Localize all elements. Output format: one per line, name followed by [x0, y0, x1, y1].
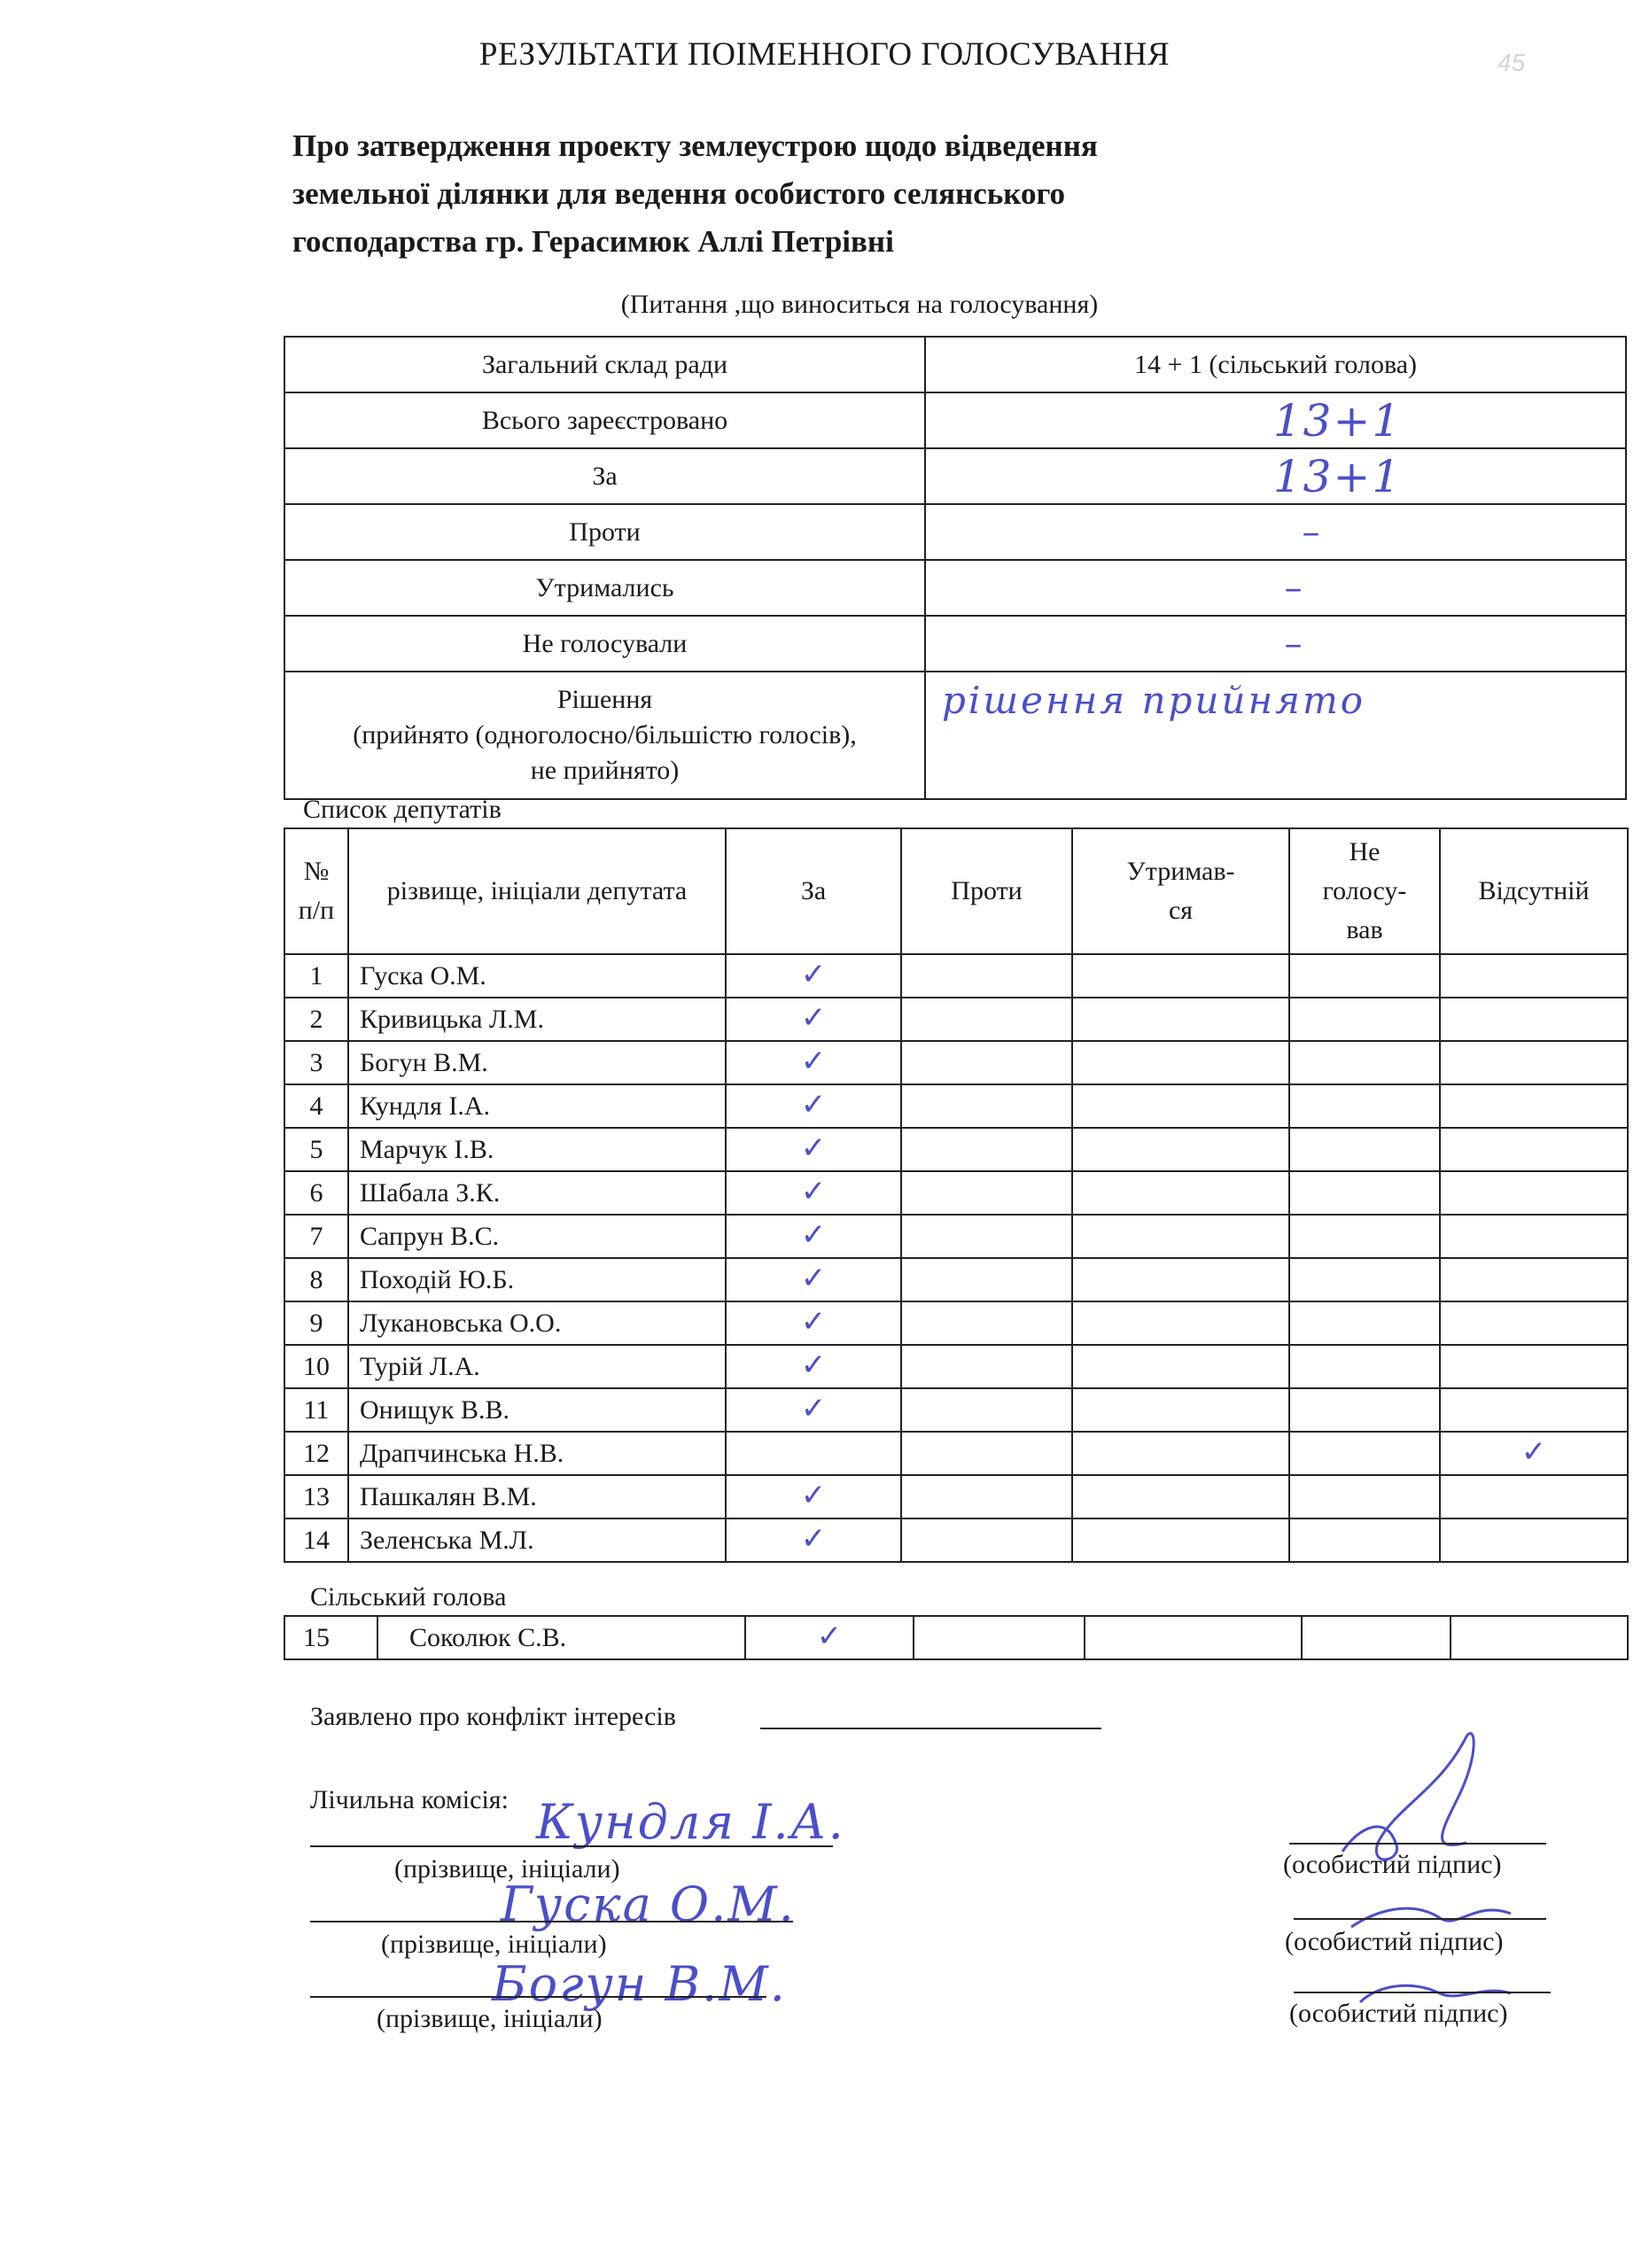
vote-absent — [1440, 1258, 1628, 1301]
deputies-table — [284, 827, 1629, 1563]
summary-row — [284, 392, 1626, 448]
signature-line — [1289, 1843, 1546, 1845]
counting-commission-label: Лічильна комісія: — [310, 1785, 509, 1814]
signature-line — [1294, 1918, 1546, 1920]
check-icon: ✓ — [800, 1390, 827, 1426]
column-header-absent: Відсутній — [1440, 828, 1628, 954]
vote-for — [726, 1171, 901, 1215]
deputy-name: Богун В.М. — [348, 1041, 726, 1084]
signature-line — [310, 1996, 766, 1998]
vote-against — [901, 1301, 1072, 1345]
vote-absent — [1440, 1301, 1628, 1345]
header-line: № — [303, 857, 330, 886]
header-line: Утримав- — [1126, 857, 1235, 886]
check-icon: ✓ — [800, 1130, 827, 1166]
signature-line — [310, 1845, 833, 1847]
deputy-name: Пашкалян В.М. — [348, 1475, 726, 1518]
row-number: 12 — [284, 1432, 348, 1475]
vote-for — [726, 1388, 901, 1432]
vote-for — [726, 1128, 901, 1171]
row-number: 2 — [284, 998, 348, 1041]
vote-for — [745, 1616, 914, 1659]
deputy-name: Сапрун В.С. — [348, 1215, 726, 1258]
header-line: Не — [1349, 837, 1381, 866]
decision-label — [284, 672, 925, 799]
vote-against — [901, 1215, 1072, 1258]
check-icon: ✓ — [816, 1618, 843, 1654]
handwritten-decision: рішення прийнято — [942, 679, 1366, 722]
summary-row — [284, 672, 1626, 799]
voting-subject — [292, 122, 1356, 266]
check-icon: ✓ — [800, 956, 827, 992]
column-header-number — [284, 828, 348, 954]
deputy-name: Шабала З.К. — [348, 1171, 726, 1215]
commission-name-handwritten: Кундля І.А. — [536, 1794, 845, 1850]
deputy-name: Кундля І.А. — [348, 1084, 726, 1128]
vote-not-voted — [1302, 1616, 1451, 1659]
vote-against — [901, 1388, 1072, 1432]
vote-against — [901, 1345, 1072, 1388]
row-number: 15 — [284, 1616, 377, 1659]
vote-absent — [1440, 1041, 1628, 1084]
vote-against — [901, 998, 1072, 1041]
vote-abstained — [1072, 954, 1289, 998]
vote-not-voted — [1289, 1301, 1440, 1345]
row-number: 8 — [284, 1258, 348, 1301]
subject-line: земельної ділянки для ведення особистого селянського — [292, 176, 1066, 211]
check-icon: ✓ — [800, 1086, 827, 1122]
vote-against — [914, 1616, 1085, 1659]
summary-row — [284, 448, 1626, 504]
decision-label-line: не прийнято) — [530, 756, 680, 785]
vote-absent — [1440, 1084, 1628, 1128]
deputy-name: Кривицька Л.М. — [348, 998, 726, 1041]
vote-not-voted — [1289, 1388, 1440, 1432]
table-row — [284, 1345, 1628, 1388]
vote-abstained — [1072, 1215, 1289, 1258]
header-line: голосу- — [1322, 876, 1407, 905]
signature-caption: (особистий підпис) — [1283, 1850, 1502, 1879]
vote-not-voted — [1289, 1041, 1440, 1084]
signature-line — [310, 1921, 793, 1922]
table-row — [284, 1215, 1628, 1258]
vote-absent — [1440, 1128, 1628, 1171]
handwritten-registered: 13+1 — [1272, 394, 1403, 447]
decision-label-line: (прийнято (одноголосно/більшістю голосів), — [353, 720, 857, 750]
header-line: п/п — [298, 896, 335, 925]
vote-for — [726, 1041, 901, 1084]
check-icon: ✓ — [800, 1520, 827, 1557]
signature-caption: (особистий підпис) — [1289, 1999, 1508, 2028]
row-number: 7 — [284, 1215, 348, 1258]
row-number: 14 — [284, 1518, 348, 1562]
abstained-label: Утримались — [284, 560, 925, 616]
total-value: 14 + 1 (сільський голова) — [925, 337, 1626, 392]
vote-for — [726, 1301, 901, 1345]
village-head-table — [284, 1615, 1629, 1660]
handwritten-abstained: – — [1284, 567, 1303, 609]
vote-abstained — [1072, 1128, 1289, 1171]
row-number: 1 — [284, 954, 348, 998]
deputy-name: Соколюк С.В. — [377, 1616, 745, 1659]
vote-not-voted — [1289, 1432, 1440, 1475]
vote-against — [901, 1041, 1072, 1084]
vote-abstained — [1072, 1518, 1289, 1562]
check-icon: ✓ — [800, 999, 827, 1036]
signature-caption: (особистий підпис) — [1285, 1927, 1504, 1956]
for-label: За — [284, 448, 925, 504]
vote-for — [726, 998, 901, 1041]
check-icon: ✓ — [800, 1477, 827, 1513]
row-number: 9 — [284, 1301, 348, 1345]
table-row — [284, 954, 1628, 998]
table-row — [284, 1475, 1628, 1518]
vote-against — [901, 1475, 1072, 1518]
vote-not-voted — [1289, 1171, 1440, 1215]
name-caption: (прізвище, ініціали) — [394, 1854, 620, 1884]
name-caption: (прізвище, ініціали) — [381, 1930, 607, 1959]
vote-abstained — [1085, 1616, 1302, 1659]
table-row — [284, 1171, 1628, 1215]
vote-for — [726, 1432, 901, 1475]
subject-line: Про затвердження проекту землеустрою щодо відведення — [292, 128, 1098, 163]
table-row — [284, 998, 1628, 1041]
vote-against — [901, 1171, 1072, 1215]
vote-abstained — [1072, 1041, 1289, 1084]
abstained-value — [925, 560, 1626, 616]
vote-absent — [1440, 954, 1628, 998]
check-icon: ✓ — [800, 1303, 827, 1340]
registered-label: Всього зареєстровано — [284, 392, 925, 448]
table-row — [284, 1041, 1628, 1084]
registered-value — [925, 392, 1626, 448]
summary-table — [284, 336, 1627, 800]
check-icon: ✓ — [800, 1260, 827, 1296]
commission-name-handwritten: Богун В.М. — [492, 1956, 787, 2012]
total-label: Загальний склад ради — [284, 337, 925, 392]
column-header-abstained — [1072, 828, 1289, 954]
handwritten-not-voted: – — [1284, 623, 1303, 664]
column-header-not-voted — [1289, 828, 1440, 954]
vote-absent — [1451, 1616, 1628, 1659]
vote-not-voted — [1289, 998, 1440, 1041]
summary-row — [284, 560, 1626, 616]
header-line: вав — [1346, 915, 1383, 944]
deputy-name: Гуска О.М. — [348, 954, 726, 998]
check-icon: ✓ — [1521, 1433, 1547, 1470]
row-number: 3 — [284, 1041, 348, 1084]
summary-row — [284, 337, 1626, 392]
vote-against — [901, 1518, 1072, 1562]
vote-abstained — [1072, 998, 1289, 1041]
header-line: ся — [1168, 896, 1194, 925]
vote-absent — [1440, 1432, 1628, 1475]
table-row — [284, 1084, 1628, 1128]
row-number: 4 — [284, 1084, 348, 1128]
vote-abstained — [1072, 1301, 1289, 1345]
vote-for — [726, 1345, 901, 1388]
document-title: РЕЗУЛЬТАТИ ПОІМЕННОГО ГОЛОСУВАННЯ — [478, 36, 1171, 73]
vote-absent — [1440, 1345, 1628, 1388]
vote-abstained — [1072, 1345, 1289, 1388]
deputies-caption: Список депутатів — [303, 795, 502, 824]
row-number: 6 — [284, 1171, 348, 1215]
vote-absent — [1440, 1388, 1628, 1432]
not-voted-value — [925, 616, 1626, 672]
vote-abstained — [1072, 1258, 1289, 1301]
deputy-name: Зеленська М.Л. — [348, 1518, 726, 1562]
vote-absent — [1440, 998, 1628, 1041]
conflict-of-interest-blank — [760, 1728, 1101, 1729]
table-row — [284, 1301, 1628, 1345]
table-row — [284, 1258, 1628, 1301]
deputy-name: Марчук І.В. — [348, 1128, 726, 1171]
conflict-of-interest-label: Заявлено про конфлікт інтересів — [310, 1702, 676, 1731]
signature-line — [1294, 1992, 1551, 1993]
vote-not-voted — [1289, 1345, 1440, 1388]
village-head-caption: Сільський голова — [310, 1582, 507, 1612]
vote-against — [901, 1128, 1072, 1171]
column-header-name: різвище, ініціали депутата — [348, 828, 726, 954]
against-label: Проти — [284, 504, 925, 560]
subject-caption: (Питання ,що виноситься на голосування) — [620, 290, 1099, 319]
deputy-name: Онищук В.В. — [348, 1388, 726, 1432]
table-row — [284, 1432, 1628, 1475]
column-header-against: Проти — [901, 828, 1072, 954]
vote-against — [901, 1258, 1072, 1301]
vote-for — [726, 1084, 901, 1128]
vote-absent — [1440, 1171, 1628, 1215]
summary-row — [284, 504, 1626, 560]
deputy-name: Походій Ю.Б. — [348, 1258, 726, 1301]
decision-label-line: Рішення — [556, 685, 653, 714]
subject-line: господарства гр. Герасимюк Аллі Петрівні — [292, 224, 894, 259]
vote-for — [726, 1215, 901, 1258]
row-number: 13 — [284, 1475, 348, 1518]
vote-for — [726, 1518, 901, 1562]
vote-not-voted — [1289, 1518, 1440, 1562]
vote-not-voted — [1289, 954, 1440, 998]
vote-abstained — [1072, 1475, 1289, 1518]
vote-for — [726, 954, 901, 998]
for-value — [925, 448, 1626, 504]
check-icon: ✓ — [800, 1043, 827, 1079]
summary-row — [284, 616, 1626, 672]
check-icon: ✓ — [800, 1173, 827, 1209]
vote-against — [901, 1432, 1072, 1475]
vote-abstained — [1072, 1388, 1289, 1432]
page-number: 45 — [1497, 49, 1526, 76]
vote-not-voted — [1289, 1258, 1440, 1301]
vote-for — [726, 1475, 901, 1518]
table-row — [284, 1388, 1628, 1432]
handwritten-for: 13+1 — [1272, 450, 1403, 502]
against-value — [925, 504, 1626, 560]
deputy-name: Турій Л.А. — [348, 1345, 726, 1388]
commission-name-handwritten: Гуска О.М. — [501, 1876, 796, 1932]
row-number: 5 — [284, 1128, 348, 1171]
handwritten-against: – — [1302, 511, 1320, 553]
check-icon: ✓ — [800, 1347, 827, 1383]
vote-abstained — [1072, 1084, 1289, 1128]
vote-absent — [1440, 1518, 1628, 1562]
table-row — [284, 1128, 1628, 1171]
deputy-name: Лукановська О.О. — [348, 1301, 726, 1345]
vote-not-voted — [1289, 1128, 1440, 1171]
not-voted-label: Не голосували — [284, 616, 925, 672]
vote-not-voted — [1289, 1475, 1440, 1518]
table-row — [284, 1518, 1628, 1562]
table-row — [284, 1616, 1628, 1659]
column-header-for: За — [726, 828, 901, 954]
vote-not-voted — [1289, 1215, 1440, 1258]
check-icon: ✓ — [800, 1216, 827, 1253]
name-caption: (прізвище, ініціали) — [377, 2004, 603, 2033]
deputy-name: Драпчинська Н.В. — [348, 1432, 726, 1475]
vote-against — [901, 954, 1072, 998]
deputies-header-row — [284, 828, 1628, 954]
vote-against — [901, 1084, 1072, 1128]
vote-abstained — [1072, 1171, 1289, 1215]
row-number: 11 — [284, 1388, 348, 1432]
decision-value — [925, 672, 1626, 799]
vote-for — [726, 1258, 901, 1301]
vote-not-voted — [1289, 1084, 1440, 1128]
vote-abstained — [1072, 1432, 1289, 1475]
vote-absent — [1440, 1475, 1628, 1518]
row-number: 10 — [284, 1345, 348, 1388]
vote-absent — [1440, 1215, 1628, 1258]
